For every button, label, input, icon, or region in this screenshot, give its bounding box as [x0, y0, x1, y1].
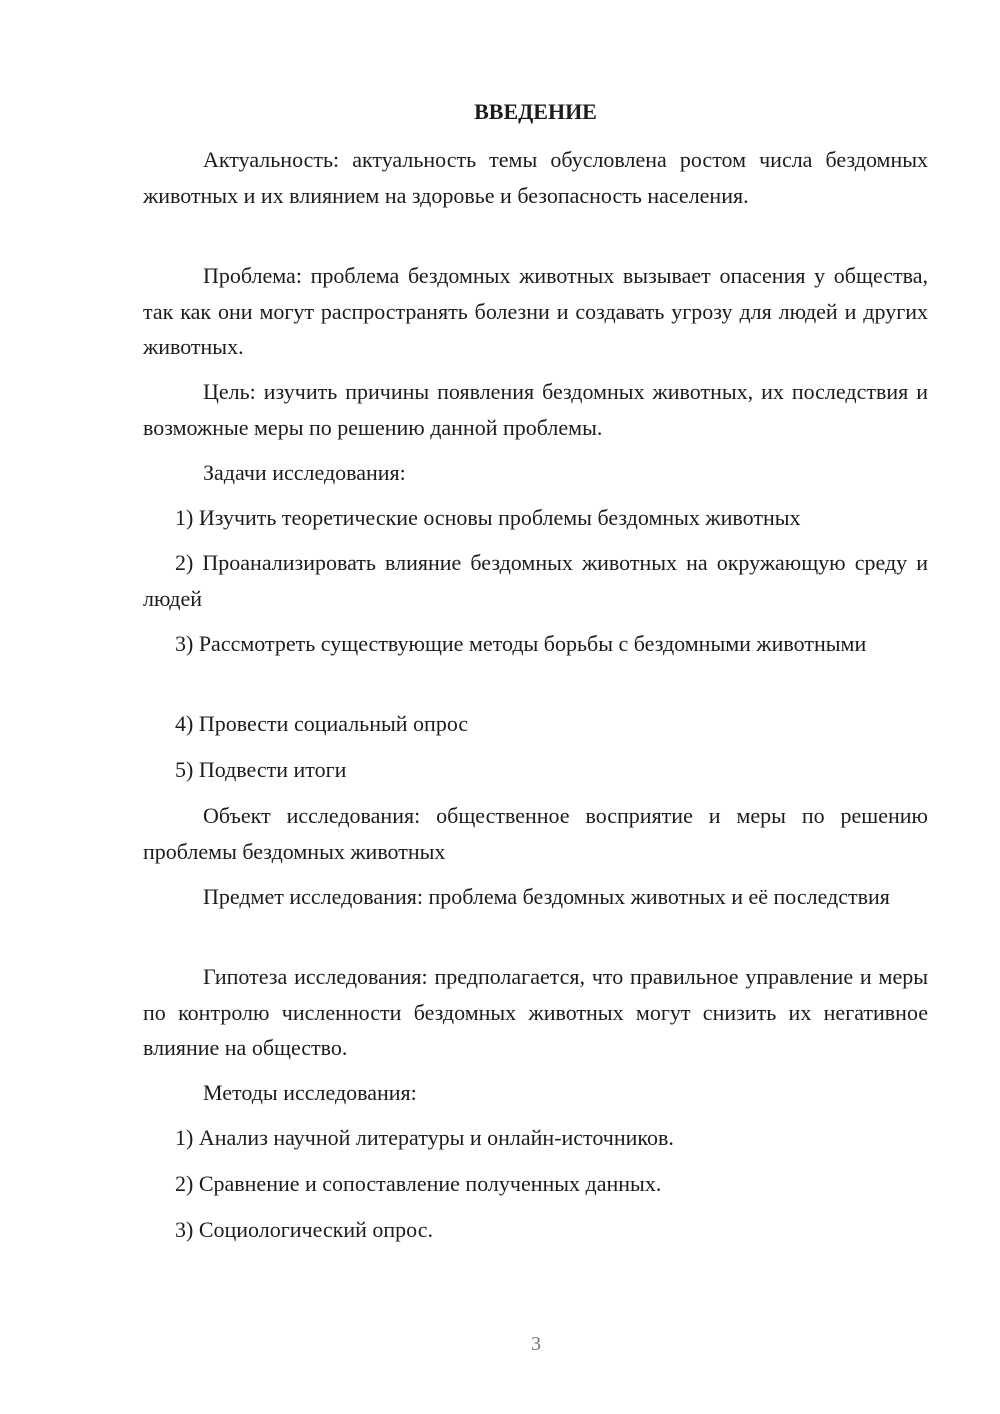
goal-paragraph: Цель: изучить причины появления бездомных животных, их последствия и возможные меры по решению данной проблемы.: [143, 379, 928, 440]
task-item-2: 2) Проанализировать влияние бездомных животных на окружающую среду и людей: [143, 550, 928, 611]
object-paragraph: Объект исследования: общественное восприятие и меры по решению проблемы бездомных животных: [143, 803, 928, 864]
method-item-3: 3) Социологический опрос.: [175, 1217, 433, 1242]
section-title: ВВЕДЕНИЕ: [474, 99, 597, 124]
problem-paragraph: Проблема: проблема бездомных животных вызывает опасения у общества, так как они могут распространять болезни и создавать угрозу для людей и других животных.: [143, 263, 928, 359]
method-item-2: 2) Сравнение и сопоставление полученных данных.: [175, 1171, 662, 1196]
page-number: 3: [531, 1333, 541, 1355]
method-item-1: 1) Анализ научной литературы и онлайн-источников.: [175, 1125, 674, 1150]
subject-paragraph: Предмет исследования: проблема бездомных животных и её последствия: [203, 884, 890, 909]
hypothesis-paragraph: Гипотеза исследования: предполагается, что правильное управление и меры по контролю численности бездомных животных могут снизить их негативное влияние на общество.: [143, 964, 928, 1060]
task-item-3: 3) Рассмотреть существующие методы борьбы с бездомными животными: [175, 631, 867, 656]
tasks-heading: Задачи исследования:: [203, 460, 406, 485]
task-item-5: 5) Подвести итоги: [175, 757, 347, 782]
relevance-paragraph: Актуальность: актуальность темы обусловлена ростом числа бездомных животных и их влиянием на здоровье и безопасность населения.: [143, 147, 928, 208]
task-item-4: 4) Провести социальный опрос: [175, 711, 469, 736]
methods-heading: Методы исследования:: [203, 1080, 417, 1105]
task-item-1: 1) Изучить теоретические основы проблемы бездомных животных: [175, 505, 801, 530]
